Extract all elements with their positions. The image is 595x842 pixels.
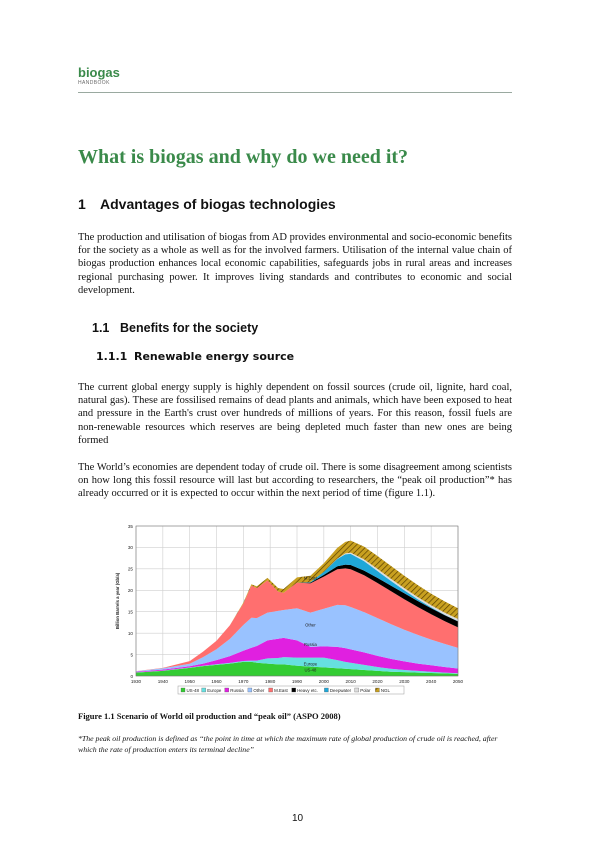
header-rule: [78, 92, 512, 93]
legend-label: Deepwater: [329, 687, 352, 693]
oil-production-chart: [112, 523, 470, 701]
legend-swatch: [225, 688, 229, 692]
intro-paragraph: The production and utilisation of biogas from AD provides environmental and socio-economic benefits for the society as a whole as well as for the involved farmers. Utilisation of the internal value chain of biogas production enhances local economic capabilities, safeguards jobs in rural areas and increases regional purchasing power. It improves living standards and contributes to economic and social development.: [78, 232, 512, 296]
x-tick-label: 1950: [184, 679, 195, 684]
y-tick-label: 20: [127, 588, 133, 594]
legend-label: Europe: [207, 687, 222, 693]
legend-swatch: [375, 688, 379, 692]
x-tick-label: 1990: [291, 679, 303, 684]
legend-label: Russia: [230, 687, 244, 693]
subsubsection-number: 1.1.1: [96, 350, 128, 363]
legend-swatch: [248, 688, 252, 692]
page-title: What is biogas and why do we need it?: [78, 146, 409, 168]
legend-label: Other: [253, 687, 265, 693]
legend-label: Polar: [360, 687, 371, 693]
chart-annotation: Russia: [304, 642, 317, 647]
subsection-heading: [92, 321, 258, 335]
x-tick-label: 1940: [157, 679, 168, 684]
chart-annotation: Other: [305, 622, 316, 628]
legend-label: US-48: [186, 687, 199, 693]
x-tick-label: 1980: [265, 679, 276, 684]
section-heading: [78, 196, 336, 212]
legend-swatch: [269, 688, 273, 692]
x-tick-label: 1960: [211, 679, 222, 684]
page-number: 10: [291, 813, 304, 824]
paragraph-peak-oil: The World’s economies are dependent today of crude oil. There is some disagreement among scientists on how long this fossil resource will last but according to researchers, the “peak oil production”* has already occurred or it is expected to occur within the next period of time (figure 1.1).: [78, 462, 512, 500]
subsection-title: Benefits for the society: [120, 321, 259, 335]
x-tick-label: 2030: [399, 679, 410, 684]
x-tick-label: 2000: [318, 679, 329, 684]
y-tick-label: 10: [127, 630, 133, 636]
paragraph-fossil-sources: The current global energy supply is highly dependent on fossil sources (crude oil, lignite, hard coal, natural gas). These are fossilised remains of dead plants and animals, which have been exposed to heat and pressure in the Earth's crust over hundreds of millions of years. For this reason, fossil fuels are non-renewable resources which reserves are being depleted much faster than new ones are being formed: [78, 382, 512, 446]
section-number: 1: [78, 196, 86, 212]
brand-subtitle: HANDBOOK: [78, 80, 110, 86]
section-title: Advantages of biogas technologies: [100, 196, 336, 212]
chart-annotation: M.East: [303, 575, 317, 581]
x-tick-label: 1930: [130, 679, 142, 684]
y-tick-label: 5: [130, 652, 133, 658]
figure-caption: Figure 1.1 Scenario of World oil production and “peak oil” (ASPO 2008): [78, 711, 341, 721]
legend-swatch: [202, 688, 206, 692]
legend-label: Heavy etc.: [297, 687, 318, 693]
header: [78, 66, 120, 86]
legend-swatch: [324, 688, 328, 692]
x-tick-label: 2020: [372, 679, 383, 684]
y-tick-label: 35: [127, 523, 133, 529]
subsection-number: 1.1: [92, 321, 110, 335]
legend-swatch: [181, 688, 185, 692]
y-tick-label: 25: [127, 566, 133, 572]
subsubsection-heading: [96, 350, 294, 363]
brand-logo: biogas: [78, 65, 120, 80]
legend-swatch: [292, 688, 296, 692]
legend-label: NGL: [380, 687, 390, 693]
chart-annotation: Europe: [303, 661, 318, 667]
chart-annotation: US-48: [304, 667, 317, 673]
y-tick-label: 15: [127, 609, 133, 615]
legend-swatch: [355, 688, 359, 692]
y-tick-label: 30: [127, 545, 133, 551]
subsubsection-title: Renewable energy source: [134, 350, 295, 363]
x-tick-label: 2010: [345, 679, 356, 684]
x-tick-label: 1970: [238, 679, 249, 684]
legend-label: M.East: [274, 687, 288, 693]
footnote: *The peak oil production is defined as “the point in time at which the maximum rate of global production of crude oil is reached, after which the rate of production enters its terminal decline”: [78, 734, 498, 754]
y-tick-label: 0: [130, 673, 133, 679]
x-tick-label: 2040: [426, 679, 437, 684]
x-tick-label: 2050: [452, 679, 464, 684]
y-axis-label: Billion Barrels a year (Gb/a): [115, 572, 120, 630]
